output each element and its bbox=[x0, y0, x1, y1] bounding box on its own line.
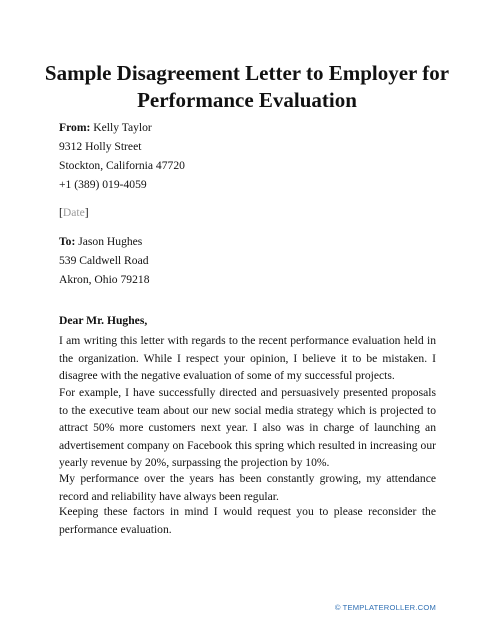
page-title bbox=[40, 60, 454, 114]
body-paragraph-3: My performance over the years has been constantly growing, my attendance record and reliability have always been regular. bbox=[59, 472, 436, 503]
recipient-city-state-zip: Akron, Ohio 79218 bbox=[59, 273, 150, 286]
footer-site-link[interactable] bbox=[335, 603, 436, 612]
footer-site-text: TEMPLATEROLLER.COM bbox=[342, 603, 436, 612]
body-paragraph-4: Keeping these factors in mind I would request you to please reconsider the performance evaluation. bbox=[59, 505, 436, 536]
body-paragraph-1: I am writing this letter with regards to the recent performance evaluation held in the organization. While I respect your opinion, I believe it to be mistaken. I disagree with the negative evaluation of some of my successful projects. bbox=[59, 334, 436, 383]
title-line-2: Performance Evaluation bbox=[137, 88, 357, 112]
recipient-name: Jason Hughes bbox=[78, 235, 143, 248]
from-label: From: bbox=[59, 121, 91, 134]
to-label: To: bbox=[59, 235, 76, 248]
title-line-1: Sample Disagreement Letter to Employer for bbox=[44, 61, 450, 85]
date-field bbox=[59, 206, 89, 220]
sender-street: 9312 Holly Street bbox=[59, 140, 142, 153]
sender-name-line bbox=[59, 121, 152, 135]
sender-phone: +1 (389) 019-4059 bbox=[59, 178, 147, 191]
sender-name: Kelly Taylor bbox=[93, 121, 152, 134]
recipient-street: 539 Caldwell Road bbox=[59, 254, 149, 267]
recipient-name-line bbox=[59, 235, 142, 249]
copyright-icon: © bbox=[334, 603, 341, 612]
salutation: Dear Mr. Hughes, bbox=[59, 314, 148, 327]
date-placeholder: Date bbox=[62, 206, 85, 219]
sender-city-state-zip: Stockton, California 47720 bbox=[59, 159, 185, 172]
date-open-bracket: [ bbox=[59, 206, 63, 219]
body-paragraph-2: For example, I have successfully directed and persuasively presented proposals to the executive team about our new social media strategy which is projected to attract 50% more customers next year. I also was in charge of launching an advertisement company on Facebook this spring which resulted in increasing our yearly revenue by 20%, surpassing the projection by 10%. bbox=[59, 386, 436, 470]
date-close-bracket: ] bbox=[84, 206, 89, 219]
